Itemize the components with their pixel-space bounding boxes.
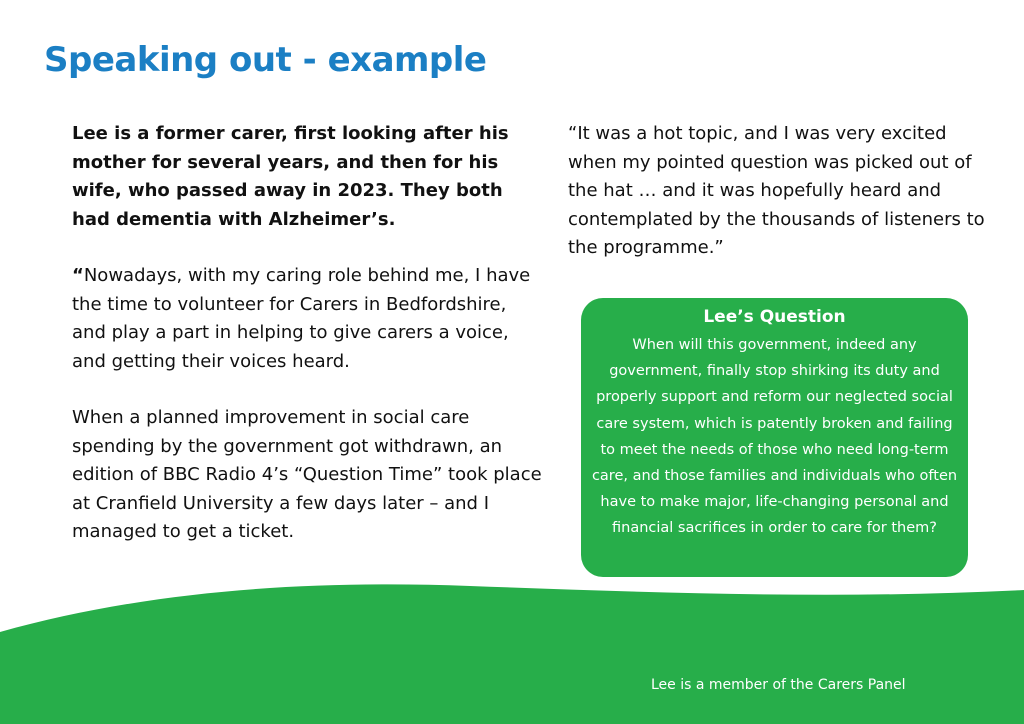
question-time-paragraph: When a planned improvement in social care spending by the government got withdrawn, an edition of BBC Radio 4’s “Question Time” took place at Cranfield University a few days later – and I managed to get a ticket.: [72, 407, 542, 542]
volunteer-text: Nowadays, with my caring role behind me, I have the time to volunteer for Carers in Bedfordshire, and play a part in helping to give carers a voice, and getting their voices heard.: [72, 265, 531, 372]
footer-wave: [0, 560, 1024, 724]
footer-wave-shape: [0, 584, 1024, 724]
question-box-text: When will this government, indeed any government, finally stop shirking its duty and properly support and reform our neglected social care system, which is patently broken and failing to meet the needs of those who need long-term care, and those families and individuals who often have to make major, life-changing personal and financial sacrifices in order to care for them?: [591, 337, 958, 537]
footer-note: Lee is a member of the Carers Panel: [651, 677, 906, 693]
question-box-title: Lee’s Question: [703, 307, 846, 327]
opening-quote-mark: “: [72, 265, 84, 286]
lee-quote: “It was a hot topic, and I was very excited when my pointed question was picked out of the hat … and it was hopefully heard and contemplated by the thousands of listeners to the programme.”: [568, 123, 985, 258]
lee-question-box: [581, 298, 968, 577]
intro-paragraph: Lee is a former carer, first looking after his mother for several years, and then for his wife, who passed away in 2023. They both had dementia with Alzheimer’s.: [72, 123, 509, 230]
page-title: Speaking out - example: [44, 40, 487, 80]
volunteer-paragraph: [72, 262, 542, 376]
left-column: [72, 120, 542, 575]
